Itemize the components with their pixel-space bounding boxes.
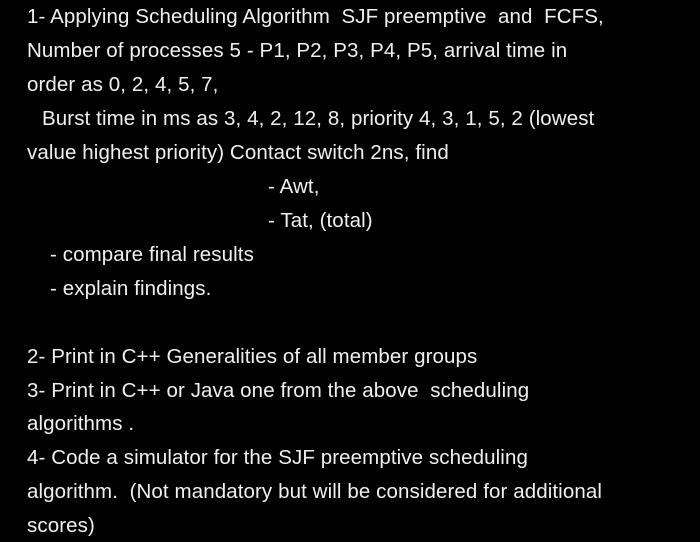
text-line-q3-cont: algorithms . xyxy=(27,412,135,435)
text-line-q1-title: 1- Applying Scheduling Algorithm SJF preemptive and FCFS, xyxy=(27,5,604,28)
text-line-q2: 2- Print in C++ Generalities of all member groups xyxy=(27,345,478,368)
text-line-explain: - explain findings. xyxy=(50,277,212,300)
text-line-priority: value highest priority) Contact switch 2ns, find xyxy=(27,141,449,164)
text-line-q4-cont: algorithm. (Not mandatory but will be considered for additional xyxy=(27,480,602,503)
text-line-q3: 3- Print in C++ or Java one from the above scheduling xyxy=(27,379,530,402)
text-line-processes: Number of processes 5 - P1, P2, P3, P4, P5, arrival time in xyxy=(27,39,568,62)
text-line-tat: - Tat, (total) xyxy=(268,209,373,232)
text-line-arrival: order as 0, 2, 4, 5, 7, xyxy=(27,73,219,96)
text-line-compare: - compare final results xyxy=(50,243,254,266)
text-line-q4-end: scores) xyxy=(27,514,95,537)
text-line-burst: Burst time in ms as 3, 4, 2, 12, 8, priority 4, 3, 1, 5, 2 (lowest xyxy=(42,107,595,130)
text-line-awt: - Awt, xyxy=(268,175,320,198)
text-line-q4: 4- Code a simulator for the SJF preemptive scheduling xyxy=(27,446,528,469)
